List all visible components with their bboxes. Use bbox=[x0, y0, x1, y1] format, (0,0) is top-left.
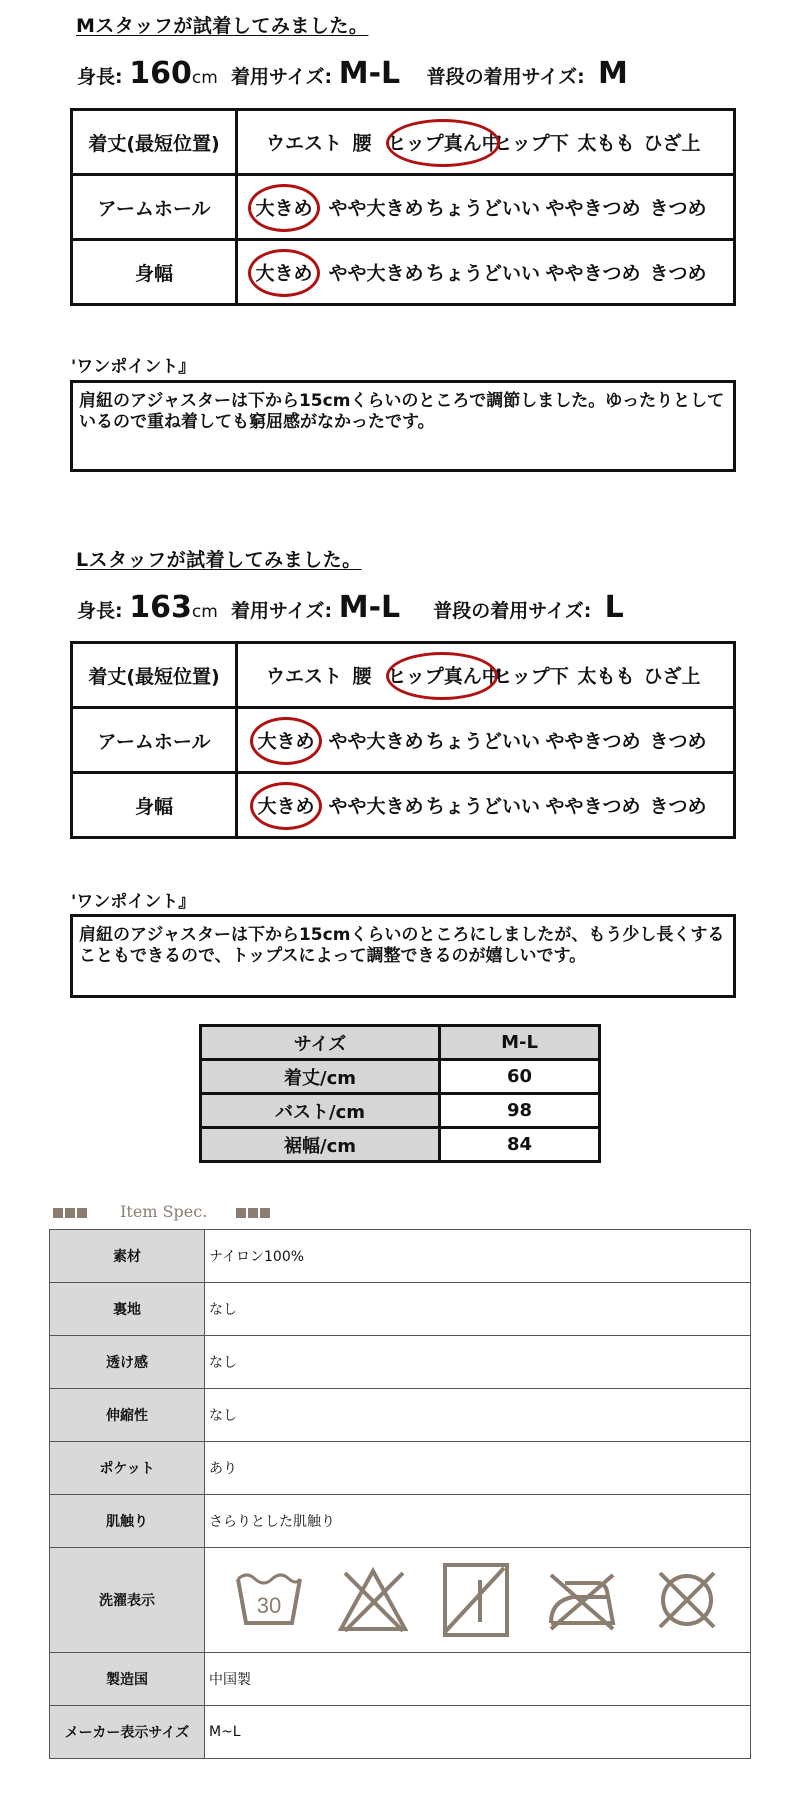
no-dry-clean-icon bbox=[652, 1565, 722, 1635]
size-row-value: 60 bbox=[440, 1060, 600, 1094]
spec-row bbox=[50, 1653, 751, 1706]
staff-m-title: Mスタッフが試着してみました。 bbox=[76, 15, 369, 37]
staff-l-stats: 身長: 163cm 着用サイズ: M-L 普段の着用サイズ: L bbox=[77, 590, 624, 625]
fit-option-selected: ヒップ真ん中 bbox=[387, 665, 501, 688]
fit-option: ウエスト bbox=[265, 132, 343, 155]
size-header-label: サイズ bbox=[201, 1026, 440, 1060]
fit-option: きつめ bbox=[649, 197, 707, 220]
fit-option: ややきつめ bbox=[545, 730, 641, 753]
no-bleach-icon bbox=[337, 1565, 409, 1635]
size-header-value: M-L bbox=[440, 1026, 600, 1060]
fit-row-length bbox=[72, 110, 735, 175]
fit-option: 腰 bbox=[352, 665, 372, 688]
item-spec-header bbox=[53, 1202, 272, 1221]
staff-m-stats: 身長: 160cm 着用サイズ: M-L 普段の着用サイズ: M bbox=[77, 56, 628, 91]
spec-row-care bbox=[50, 1548, 751, 1653]
fit-row-width bbox=[72, 773, 735, 838]
fit-row-label: 身幅 bbox=[72, 240, 237, 305]
fit-option: ひざ上 bbox=[643, 665, 701, 688]
fit-option: ややきつめ bbox=[545, 262, 641, 285]
fit-row-label: 身幅 bbox=[72, 773, 237, 838]
spec-key: 伸縮性 bbox=[50, 1389, 205, 1442]
fit-option-selected: 大きめ bbox=[255, 262, 313, 285]
spec-key: 透け感 bbox=[50, 1336, 205, 1389]
fit-row-label: アームホール bbox=[72, 175, 237, 240]
item-spec-title: Item Spec. bbox=[120, 1202, 208, 1221]
fit-row-armhole bbox=[72, 175, 735, 240]
fit-row-label: 着丈(最短位置) bbox=[72, 643, 237, 708]
size-row-value: 98 bbox=[440, 1094, 600, 1128]
fit-option: きつめ bbox=[649, 730, 707, 753]
square-icon bbox=[65, 1208, 75, 1218]
spec-key: 裏地 bbox=[50, 1283, 205, 1336]
staff-l-fit-table bbox=[70, 641, 736, 839]
fit-option: 太もも bbox=[577, 132, 635, 155]
fit-option-selected: ヒップ真ん中 bbox=[387, 132, 501, 155]
fit-option: きつめ bbox=[649, 795, 707, 818]
item-spec-table bbox=[49, 1229, 751, 1759]
fit-option: やや大きめ bbox=[328, 197, 424, 220]
staff-m-onepoint-title: 'ワンポイント』 bbox=[71, 357, 196, 377]
wash-30-icon bbox=[234, 1565, 304, 1635]
fit-option: やや大きめ bbox=[328, 262, 424, 285]
fit-option: ひざ上 bbox=[643, 132, 701, 155]
fit-option: 太もも bbox=[577, 665, 635, 688]
spec-row bbox=[50, 1706, 751, 1759]
fit-row-length bbox=[72, 643, 735, 708]
fit-row-label: アームホール bbox=[72, 708, 237, 773]
spec-row bbox=[50, 1442, 751, 1495]
spec-value: 中国製 bbox=[205, 1653, 751, 1706]
fit-option: ちょうどいい bbox=[425, 262, 541, 285]
fit-option: ウエスト bbox=[265, 665, 343, 688]
care-symbols bbox=[205, 1548, 751, 1653]
spec-row bbox=[50, 1283, 751, 1336]
spec-key: 洗濯表示 bbox=[50, 1548, 205, 1653]
size-row-label: 着丈/cm bbox=[201, 1060, 440, 1094]
square-icon bbox=[260, 1208, 270, 1218]
spec-row bbox=[50, 1495, 751, 1548]
spec-key: メーカー表示サイズ bbox=[50, 1706, 205, 1759]
square-icon bbox=[53, 1208, 63, 1218]
square-icon bbox=[77, 1208, 87, 1218]
fit-option: ヒップ下 bbox=[493, 665, 569, 688]
spec-row bbox=[50, 1336, 751, 1389]
size-row bbox=[201, 1060, 600, 1094]
staff-m-fit-table bbox=[70, 108, 736, 306]
spec-key: ポケット bbox=[50, 1442, 205, 1495]
fit-row-width bbox=[72, 240, 735, 305]
fit-option: やや大きめ bbox=[328, 730, 424, 753]
wash-temp-label: 30 bbox=[256, 1593, 281, 1618]
size-row bbox=[201, 1094, 600, 1128]
fit-option: やや大きめ bbox=[328, 795, 424, 818]
spec-value: なし bbox=[205, 1389, 751, 1442]
staff-l-title: Lスタッフが試着してみました。 bbox=[76, 549, 362, 571]
fit-option: ややきつめ bbox=[545, 197, 641, 220]
size-row bbox=[201, 1128, 600, 1162]
fit-option: ヒップ下 bbox=[493, 132, 569, 155]
spec-value: さらりとした肌触り bbox=[205, 1495, 751, 1548]
spec-key: 素材 bbox=[50, 1230, 205, 1283]
size-table-header bbox=[201, 1026, 600, 1060]
fit-row-armhole bbox=[72, 708, 735, 773]
spec-key: 製造国 bbox=[50, 1653, 205, 1706]
staff-m-onepoint-note: 肩紐のアジャスターは下から15cmくらいのところで調節しました。ゆったりとしているので重ね着しても窮屈感がなかったです。 bbox=[70, 380, 736, 472]
fit-option-selected: 大きめ bbox=[255, 197, 313, 220]
spec-row bbox=[50, 1230, 751, 1283]
spec-row bbox=[50, 1389, 751, 1442]
fit-option: ちょうどいい bbox=[425, 730, 541, 753]
spec-key: 肌触り bbox=[50, 1495, 205, 1548]
line-dry-shade-icon bbox=[442, 1562, 510, 1638]
fit-row-label: 着丈(最短位置) bbox=[72, 110, 237, 175]
size-row-label: バスト/cm bbox=[201, 1094, 440, 1128]
spec-value: あり bbox=[205, 1442, 751, 1495]
square-icon bbox=[236, 1208, 246, 1218]
staff-l-onepoint-title: 'ワンポイント』 bbox=[71, 892, 196, 912]
fit-option: ややきつめ bbox=[545, 795, 641, 818]
square-icon bbox=[248, 1208, 258, 1218]
fit-option-selected: 大きめ bbox=[257, 730, 315, 753]
fit-option: きつめ bbox=[649, 262, 707, 285]
fit-option-selected: 大きめ bbox=[257, 795, 315, 818]
fit-option: ちょうどいい bbox=[425, 795, 541, 818]
size-row-value: 84 bbox=[440, 1128, 600, 1162]
fit-option: ちょうどいい bbox=[425, 197, 541, 220]
fit-option: 腰 bbox=[352, 132, 372, 155]
size-table bbox=[199, 1024, 601, 1163]
spec-value: ナイロン100% bbox=[205, 1230, 751, 1283]
spec-value: なし bbox=[205, 1336, 751, 1389]
size-row-label: 裾幅/cm bbox=[201, 1128, 440, 1162]
low-iron-icon bbox=[543, 1567, 619, 1633]
spec-value: なし bbox=[205, 1283, 751, 1336]
spec-value: M~L bbox=[205, 1706, 751, 1759]
staff-l-onepoint-note: 肩紐のアジャスターは下から15cmくらいのところにしましたが、もう少し長くすることもできるので、トップスによって調整できるのが嬉しいです。 bbox=[70, 914, 736, 998]
